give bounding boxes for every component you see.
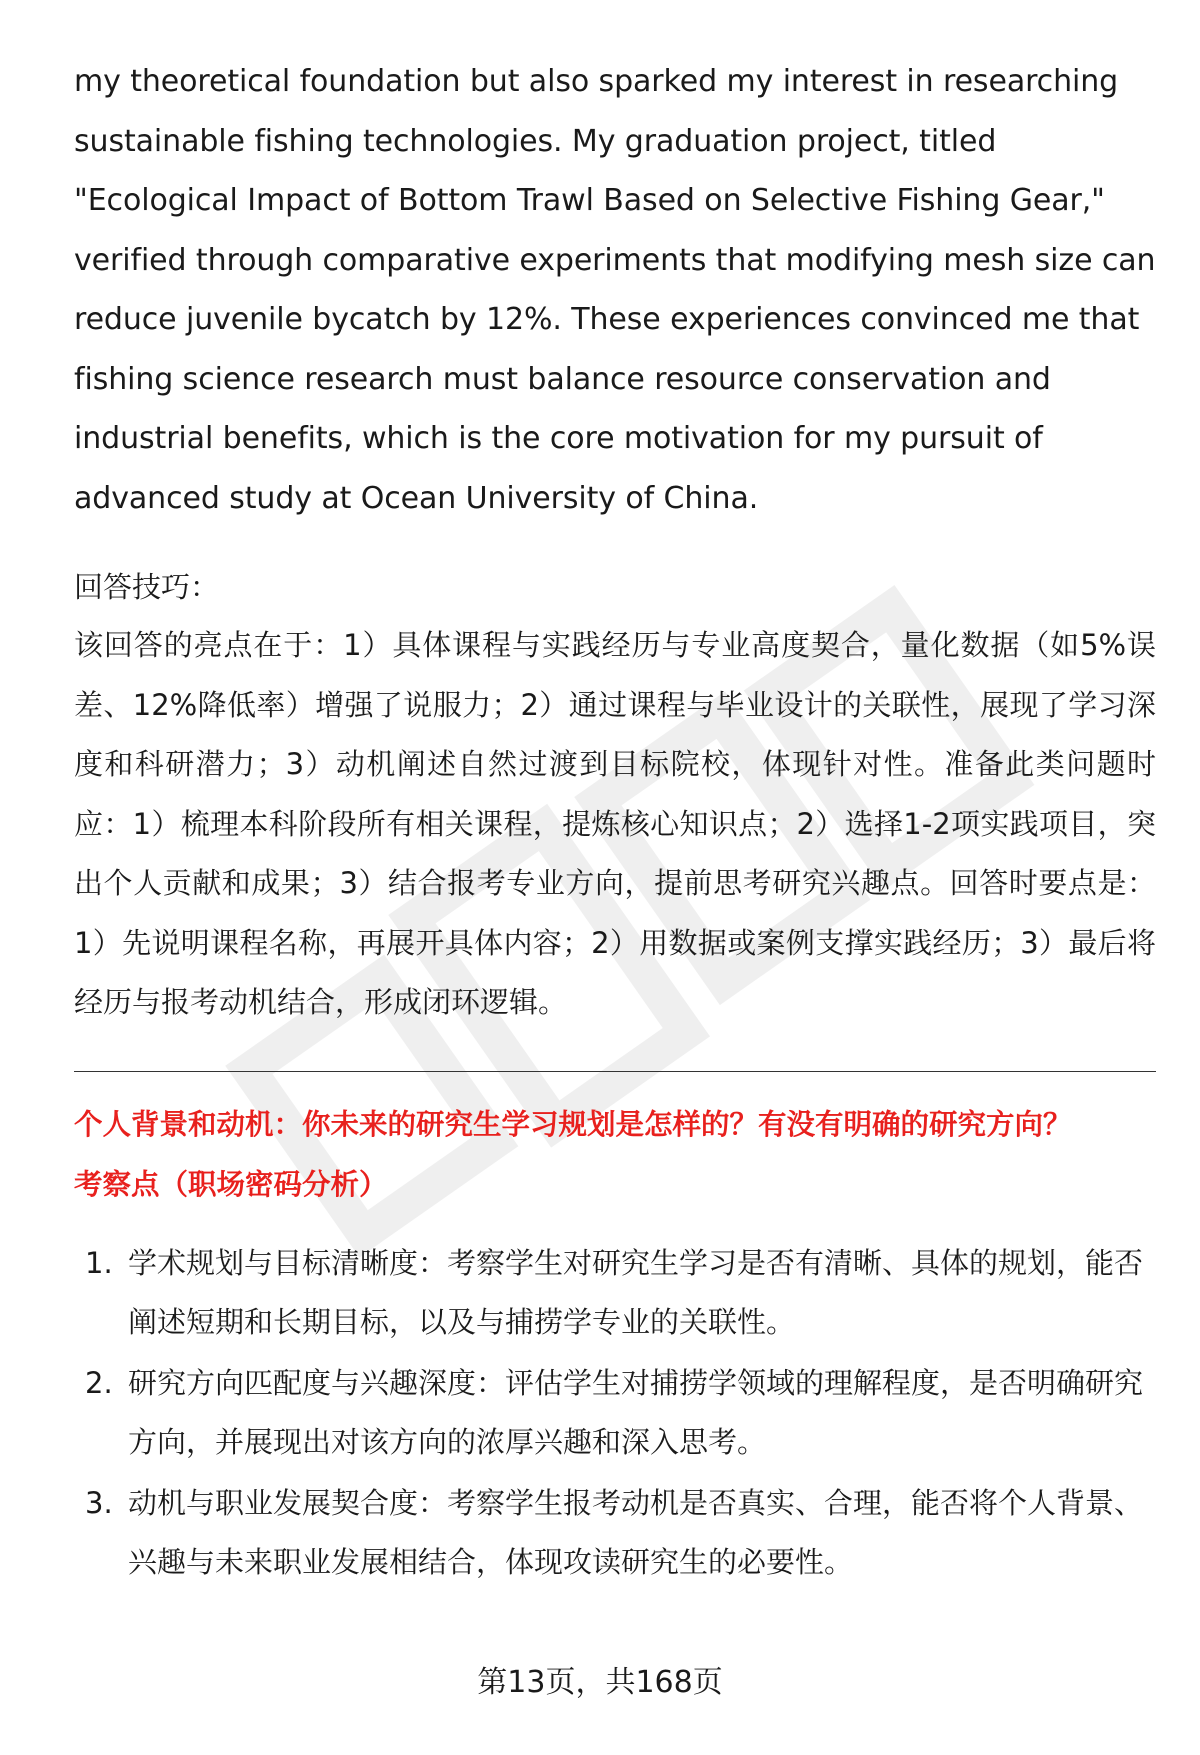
- list-item: [74, 1474, 1156, 1593]
- assessment-points-list: [74, 1234, 1156, 1593]
- list-item-number: 2.: [85, 1365, 113, 1400]
- intro-paragraph: my theoretical foundation but also sparked my interest in researching sustainable fishing technologies. My graduation project, titled "Ecological Impact of Bottom Trawl Based on Selective Fishing Gear," verified through comparative experiments that modifying mesh size can reduce juvenile bycatch by 12%. These experiences convinced me that fishing science research must balance resource conservation and industrial benefits, which is the core motivation for my pursuit of advanced study at Ocean University of China.: [74, 64, 1156, 516]
- list-item: [74, 1234, 1156, 1353]
- list-item-number: 1.: [85, 1245, 113, 1280]
- section-divider: [74, 1071, 1156, 1072]
- page-content: [74, 52, 1156, 1594]
- tips-label: 回答技巧：: [74, 570, 220, 604]
- list-item-text: 动机与职业发展契合度：考察学生报考动机是否真实、合理，能否将个人背景、兴趣与未来职业发展相结合，体现攻读研究生的必要性。: [128, 1485, 1144, 1579]
- list-item-text: 学术规划与目标清晰度：考察学生对研究生学习是否有清晰、具体的规划，能否阐述短期和长期目标，以及与捕捞学专业的关联性。: [128, 1245, 1144, 1339]
- list-item-text: 研究方向匹配度与兴趣深度：评估学生对捕捞学领域的理解程度，是否明确研究方向，并展现出对该方向的浓厚兴趣和深入思考。: [128, 1365, 1144, 1459]
- list-item-number: 3.: [85, 1485, 113, 1520]
- page-number: 第13页，共168页: [477, 1665, 723, 1700]
- assessment-subheading: 考察点（职场密码分析）: [74, 1167, 388, 1201]
- question-heading: 个人背景和动机：你未来的研究生学习规划是怎样的？有没有明确的研究方向？: [74, 1107, 1072, 1141]
- list-item: [74, 1354, 1156, 1473]
- page-footer: [0, 1663, 1200, 1703]
- tips-paragraph: 该回答的亮点在于：1）具体课程与实践经历与专业高度契合，量化数据（如5%误差、12%降低率）增强了说服力；2）通过课程与毕业设计的关联性，展现了学习深度和科研潜力；3）动机阐述自然过渡到目标院校，体现针对性。准备此类问题时应：1）梳理本科阶段所有相关课程，提炼核心知识点；2）选择1-2项实践项目，突出个人贡献和成果；3）结合报考专业方向，提前思考研究兴趣点。回答时要点是：1）先说明课程名称，再展开具体内容；2）用数据或案例支撑实践经历；3）最后将经历与报考动机结合，形成闭环逻辑。: [74, 628, 1156, 1019]
